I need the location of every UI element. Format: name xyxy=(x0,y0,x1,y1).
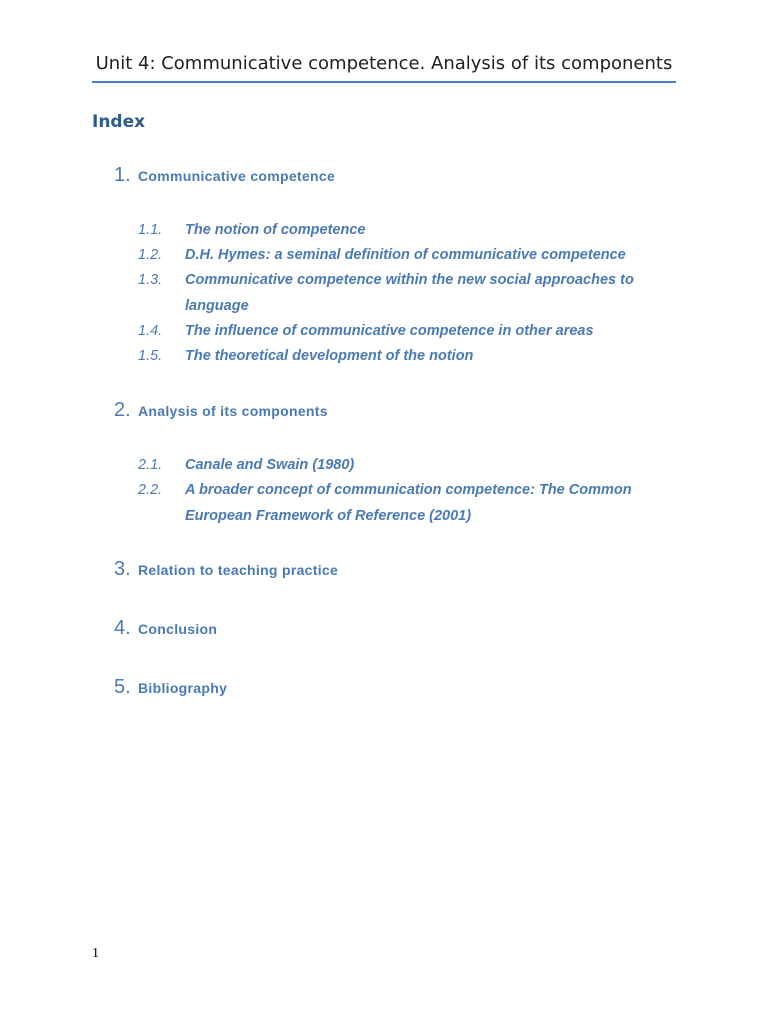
toc-subsection-2-2[interactable] xyxy=(138,478,678,529)
index-heading: Index xyxy=(92,112,146,132)
toc-subsection-1-4[interactable] xyxy=(138,319,678,345)
subsection-number: 1.1. xyxy=(138,222,163,238)
subsection-title: The influence of communicative competence in other areas xyxy=(185,323,594,339)
subsection-title: A broader concept of communication competence: The Common European Framework of Reference (2001) xyxy=(185,482,632,524)
section-title: Communicative competence xyxy=(138,168,336,184)
subsection-number: 1.4. xyxy=(138,323,163,339)
section-title: Conclusion xyxy=(138,621,218,637)
page-number: 1 xyxy=(92,946,99,961)
toc-section-1[interactable] xyxy=(114,164,335,190)
toc-section-3[interactable] xyxy=(114,558,338,584)
subsection-number: 1.3. xyxy=(138,272,163,288)
section-number: 3. xyxy=(114,558,131,580)
toc-subsection-1-2[interactable] xyxy=(138,243,678,269)
subsection-title: The theoretical development of the notion xyxy=(185,348,474,364)
subsection-number: 1.5. xyxy=(138,348,163,364)
toc-subsection-1-1[interactable] xyxy=(138,218,678,244)
subsection-number: 2.2. xyxy=(138,482,163,498)
subsection-title: The notion of competence xyxy=(185,222,366,238)
section-number: 4. xyxy=(114,617,131,639)
toc-subsection-2-1[interactable] xyxy=(138,453,678,479)
toc-section-2[interactable] xyxy=(114,399,328,425)
subsection-title: Canale and Swain (1980) xyxy=(185,457,355,473)
toc-section-5[interactable] xyxy=(114,676,227,702)
toc-subsection-1-3[interactable] xyxy=(138,268,678,319)
subsection-number: 2.1. xyxy=(138,457,163,473)
toc-subsection-1-5[interactable] xyxy=(138,344,678,370)
section-number: 2. xyxy=(114,399,131,421)
page-header-title: Unit 4: Communicative competence. Analysis of its components xyxy=(92,50,676,83)
subsection-title: D.H. Hymes: a seminal definition of communicative competence xyxy=(185,247,626,263)
subsection-number: 1.2. xyxy=(138,247,163,263)
toc-section-4[interactable] xyxy=(114,617,217,643)
section-number: 1. xyxy=(114,164,131,186)
section-title: Relation to teaching practice xyxy=(138,562,339,578)
section-number: 5. xyxy=(114,676,131,698)
section-title: Analysis of its components xyxy=(138,403,328,419)
section-title: Bibliography xyxy=(138,680,228,696)
subsection-title: Communicative competence within the new social approaches to language xyxy=(185,272,634,314)
